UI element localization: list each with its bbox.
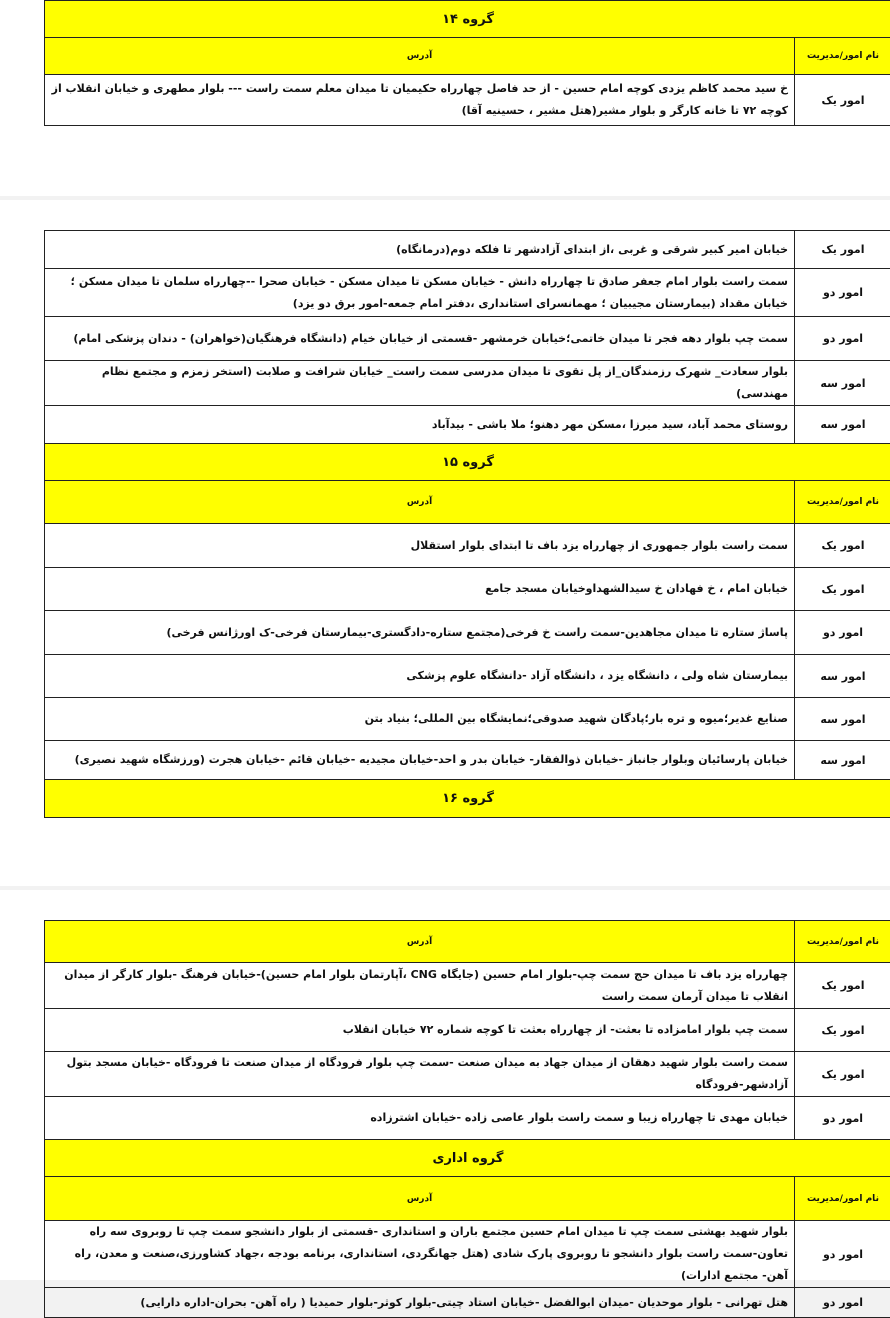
address-text: بلوار شهید بهشتی سمت چپ تا میدان امام حسین مجتمع باران و استانداری -قسمتی از بلوار دانشجو سمت چپ تا روبروی سه راه تعاون-سمت راست بلوار دانشجو تا روبروی پارک شادی (هتل جهانگردی، استانداری، برنامه بودجه ،جهاد کشاورزی،صنعت و معدن، راه آهن- مجتمع ادارات) bbox=[45, 1221, 795, 1288]
schedule-table-group-14 bbox=[44, 0, 890, 126]
table-row bbox=[45, 1288, 890, 1318]
department-name: امور سه bbox=[795, 361, 890, 406]
column-header-name: نام امور/مدیریت bbox=[795, 38, 890, 75]
address-text: خیابان امیر کبیر شرقی و غربی ،از ابتدای آزادشهر تا فلکه دوم(درمانگاه) bbox=[45, 231, 795, 269]
department-name: امور یک bbox=[795, 1009, 890, 1052]
department-name: امور دو bbox=[795, 269, 890, 317]
table-row bbox=[45, 269, 890, 317]
address-text: روستای محمد آباد، سید میرزا ،مسکن مهر دهنو؛ ملا باشی - بیدآباد bbox=[45, 406, 795, 444]
table-row bbox=[45, 524, 890, 568]
address-text: سمت راست بلوار امام جعفر صادق تا چهارراه دانش - خیابان مسکن تا میدان مسکن - خیابان صحرا --چهارراه سلمان تا میدان مسکن ؛ خیابان مقداد (بیمارستان مجیبیان ؛ مهمانسرای استانداری ،دفتر امام جمعه-امور برق دو یزد) bbox=[45, 269, 795, 317]
department-name: امور سه bbox=[795, 698, 890, 741]
table-row bbox=[45, 361, 890, 406]
department-name: امور یک bbox=[795, 1052, 890, 1097]
column-header-name: نام امور/مدیریت bbox=[795, 1177, 890, 1221]
department-name: امور سه bbox=[795, 406, 890, 444]
schedule-table-group-14-cont bbox=[44, 230, 890, 818]
table-row bbox=[45, 655, 890, 698]
table-row bbox=[45, 1097, 890, 1140]
column-header-address: آدرس bbox=[45, 481, 795, 524]
department-name: امور یک bbox=[795, 963, 890, 1009]
department-name: امور یک bbox=[795, 231, 890, 269]
department-name: امور دو bbox=[795, 611, 890, 655]
table-row bbox=[45, 1221, 890, 1288]
table-row bbox=[45, 406, 890, 444]
group-title: گروه ۱۵ bbox=[45, 444, 890, 481]
department-name: امور دو bbox=[795, 1097, 890, 1140]
column-header-address: آدرس bbox=[45, 921, 795, 963]
table-row bbox=[45, 568, 890, 611]
group-title: گروه اداری bbox=[45, 1140, 890, 1177]
page-section-1 bbox=[0, 0, 890, 196]
address-text: سمت راست بلوار جمهوری از چهارراه یزد باف تا ابتدای بلوار استقلال bbox=[45, 524, 795, 568]
address-text: صنایع غدیر؛میوه و تره بار؛پادگان شهید صدوقی؛نمایشگاه بین المللی؛ بنیاد بتن bbox=[45, 698, 795, 741]
schedule-table-group-16 bbox=[44, 920, 890, 1318]
department-name: امور سه bbox=[795, 741, 890, 780]
department-name: امور یک bbox=[795, 524, 890, 568]
table-row bbox=[45, 963, 890, 1009]
address-text: بیمارستان شاه ولی ، دانشگاه یزد ، دانشگاه آزاد -دانشگاه علوم پزشکی bbox=[45, 655, 795, 698]
address-text: بلوار سعادت_ شهرک رزمندگان_از پل تقوی تا میدان مدرسی سمت راست_ خیابان شرافت و صلابت (استخر زمزم و مجتمع نظام مهندسی) bbox=[45, 361, 795, 406]
address-text: سمت چپ بلوار دهه فجر تا میدان خاتمی؛خیابان خرمشهر -قسمتی از خیابان خیام (دانشگاه فرهنگیان(خواهران) - دندان پزشکی امام) bbox=[45, 317, 795, 361]
column-header-name: نام امور/مدیریت bbox=[795, 921, 890, 963]
column-header-address: آدرس bbox=[45, 38, 795, 75]
page-section-2 bbox=[0, 200, 890, 886]
table-row bbox=[45, 1009, 890, 1052]
column-header-name: نام امور/مدیریت bbox=[795, 481, 890, 524]
address-text: خ سید محمد کاظم یزدی کوچه امام حسین - از حد فاصل چهارراه حکیمیان تا میدان معلم سمت راست --- بلوار مطهری و خیابان انقلاب از کوچه ۷۲ تا خانه کارگر و بلوار مشیر(هتل مشیر ، حسینیه آقا) bbox=[45, 75, 795, 126]
department-name: امور سه bbox=[795, 655, 890, 698]
department-name: امور دو bbox=[795, 317, 890, 361]
department-name: امور دو bbox=[795, 1288, 890, 1318]
address-text: سمت راست بلوار شهید دهقان از میدان جهاد به میدان صنعت -سمت چپ بلوار فرودگاه از میدان صنعت تا فرودگاه -خیابان مسجد بتول آزادشهر-فرودگاه bbox=[45, 1052, 795, 1097]
address-text: سمت چپ بلوار امامزاده تا بعثت- از چهارراه بعثت تا کوچه شماره ۷۲ خیابان انقلاب bbox=[45, 1009, 795, 1052]
table-row bbox=[45, 1052, 890, 1097]
table-row bbox=[45, 698, 890, 741]
address-text: خیابان مهدی تا چهارراه زیبا و سمت راست بلوار عاصی زاده -خیابان اشترزاده bbox=[45, 1097, 795, 1140]
group-title: گروه ۱۴ bbox=[45, 1, 890, 38]
column-header-address: آدرس bbox=[45, 1177, 795, 1221]
table-row bbox=[45, 611, 890, 655]
address-text: خیابان امام ، خ فهادان خ سیدالشهداوخیابان مسجد جامع bbox=[45, 568, 795, 611]
table-row bbox=[45, 317, 890, 361]
table-row bbox=[45, 231, 890, 269]
address-text: خیابان پارسائیان وبلوار جانباز -خیابان ذوالفقار- خیابان بدر و احد-خیابان مجیدیه -خیابان قائم -خیابان هجرت (ورزشگاه شهید نصیری) bbox=[45, 741, 795, 780]
address-text: چهارراه یزد باف تا میدان حج سمت چپ-بلوار امام حسین (جایگاه CNG ،آپارتمان بلوار امام حسین)-خیابان فرهنگ -بلوار کارگر از میدان انقلاب تا میدان آرمان سمت راست bbox=[45, 963, 795, 1009]
department-name: امور دو bbox=[795, 1221, 890, 1288]
address-text: هتل تهرانی - بلوار موحدیان -میدان ابوالفضل -خیابان استاد چیتی-بلوار کوثر-بلوار حمیدیا ( راه آهن- بحران-اداره دارایی) bbox=[45, 1288, 795, 1318]
table-row bbox=[45, 75, 890, 126]
department-name: امور یک bbox=[795, 75, 890, 126]
department-name: امور یک bbox=[795, 568, 890, 611]
table-row bbox=[45, 741, 890, 780]
page-section-3 bbox=[0, 890, 890, 1280]
address-text: پاساژ ستاره تا میدان مجاهدین-سمت راست خ فرخی(مجتمع ستاره-دادگستری-بیمارستان فرخی-ک اورژانس فرخی) bbox=[45, 611, 795, 655]
group-title: گروه ۱۶ bbox=[45, 780, 890, 818]
